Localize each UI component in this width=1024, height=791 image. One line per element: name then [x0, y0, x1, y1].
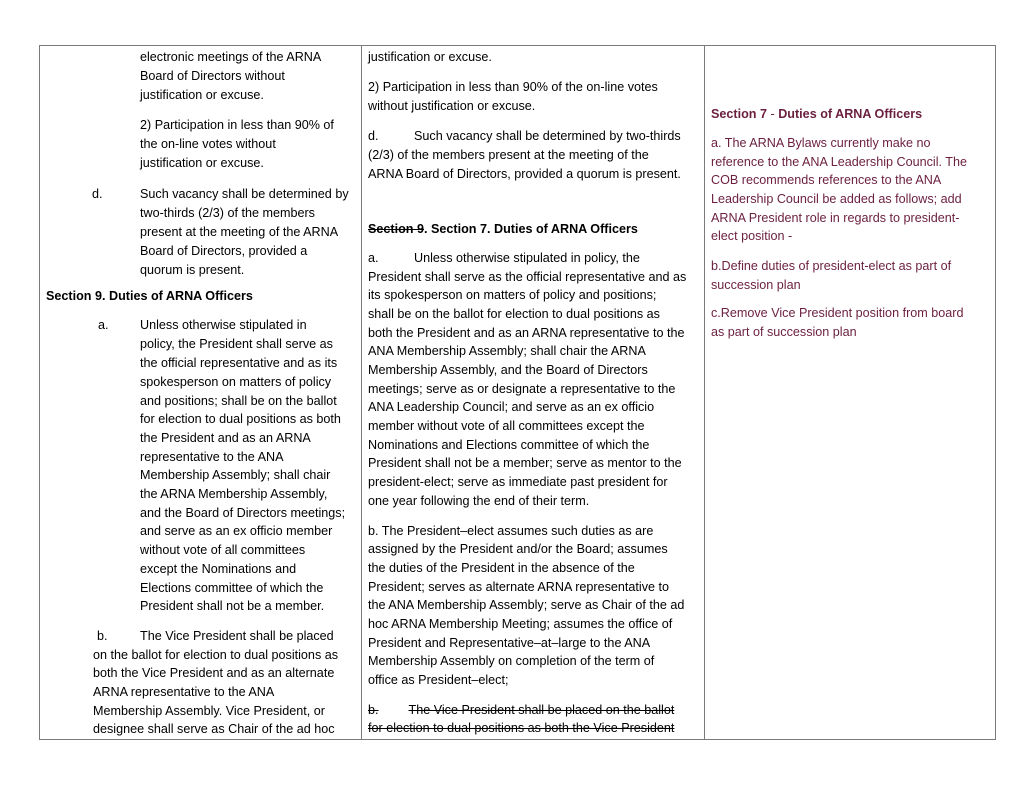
text-line: the ANA Membership Assembly; serve as Chair of the ad [368, 598, 685, 612]
text-line: 2) Participation in less than 90% of [140, 118, 334, 132]
text-line: a. The ARNA Bylaws currently make no [711, 136, 931, 150]
text-line: both the Vice President and as an alternate [93, 666, 335, 680]
text-line: Board of Directors, provided a [140, 244, 308, 258]
text-line: justification or excuse. [140, 156, 264, 170]
text-line: Elections committee of which the [140, 581, 324, 595]
list-marker: a. [368, 251, 379, 265]
new-section-title: . Section 7. Duties of ARNA Officers [424, 222, 638, 236]
text-line: justification or excuse. [368, 50, 492, 64]
text-line: President shall serve as the official representative and as [368, 270, 687, 284]
section-heading: Section 9. Duties of ARNA Officers [46, 289, 253, 303]
struck-text-line: b. The Vice President shall be placed on the ballot [368, 703, 675, 717]
text-line: Board of Directors without [140, 69, 285, 83]
text-line: without vote of all committees [140, 543, 306, 557]
text-line: shall be on the ballot for election to dual positions as [368, 307, 660, 321]
list-marker: a. [98, 318, 109, 332]
proposed-bylaws-column [362, 46, 705, 739]
text-line: Such vacancy shall be determined by [140, 187, 349, 201]
text-line: the official representative and as its [140, 356, 338, 370]
text-line: Such vacancy shall be determined by two-thirds [414, 129, 681, 143]
text-line: and positions; shall be on the ballot [140, 394, 337, 408]
text-line: electronic meetings of the ARNA [140, 50, 322, 64]
text-line: Unless otherwise stipulated in [140, 318, 307, 332]
text-line: b. The President–elect assumes such duties as are [368, 524, 654, 538]
text-line: and serve as an ex officio member [140, 524, 333, 538]
text-line: quorum is present. [140, 263, 245, 277]
text-line: as part of succession plan [711, 325, 857, 339]
text-line: its spokesperson on matters of policy and positions; [368, 288, 657, 302]
text-line: Unless otherwise stipulated in policy, the [414, 251, 640, 265]
text-line: assigned by the President and/or the Board; assumes [368, 542, 668, 556]
text-line: and the Board of Directors meetings; [140, 506, 346, 520]
text-line: Membership Assembly; shall chair [140, 468, 331, 482]
text-line: ARNA Board of Directors, provided a quorum is present. [368, 167, 681, 181]
text-line: meetings; serve as or designate a representative to the [368, 382, 676, 396]
text-line: ANA Leadership Council; and serve as an ex officio [368, 400, 655, 414]
text-line: Leadership Council be added as follows; add [711, 192, 962, 206]
text-line: except the Nominations and [140, 562, 297, 576]
text-line: member without vote of all committees except the [368, 419, 645, 433]
text-line: one year following the end of their term. [368, 494, 590, 508]
text-line: Membership Assembly on completion of the term of [368, 654, 655, 668]
text-line: on the ballot for election to dual positions as [93, 648, 339, 662]
text-line: for election to dual positions as both [140, 412, 341, 426]
text-line: the duties of the President in the absence of the [368, 561, 635, 575]
text-line: The Vice President shall be placed [140, 629, 334, 643]
text-line: COB recommends references to the ANA [711, 173, 942, 187]
text-line: both the President and as an ARNA representative to the [368, 326, 685, 340]
text-line: reference to the ANA Leadership Council. The [711, 155, 968, 169]
text-line: designee shall serve as Chair of the ad hoc [93, 722, 335, 736]
comments-column [705, 46, 996, 739]
text-line: without justification or excuse. [368, 99, 536, 113]
struck-text-line: for election to dual positions as both the Vice President [368, 721, 675, 735]
text-line: 2) Participation in less than 90% of the on-line votes [368, 80, 658, 94]
text-line: president-elect; serve as immediate past president for [368, 475, 668, 489]
text-line: justification or excuse. [140, 88, 264, 102]
text-line: President; serves as alternate ARNA representative to [368, 580, 670, 594]
text-line: representative to the ANA [140, 450, 284, 464]
list-marker: b. [368, 703, 379, 717]
list-marker: b. [97, 629, 108, 643]
text-line: elect position - [711, 229, 793, 243]
struck-section-number: Section 9 [368, 222, 424, 236]
text-line: the on-line votes without [140, 137, 276, 151]
text-line: ARNA President role in regards to president- [711, 211, 960, 225]
text-line: President and Representative–at–large to the ANA [368, 636, 651, 650]
text-line: succession plan [711, 278, 801, 292]
section-heading [368, 220, 638, 239]
text-line: (2/3) of the members present at the meeting of the [368, 148, 649, 162]
text-line: President shall not be a member. [140, 599, 325, 613]
comparison-table [39, 45, 996, 740]
text-line: present at the meeting of the ARNA [140, 225, 339, 239]
text-line: spokesperson on matters of policy [140, 375, 332, 389]
text-line: Membership Assembly. Vice President, or [93, 704, 325, 718]
text-line: the President and as an ARNA [140, 431, 311, 445]
comment-heading: Section 7 - Duties of ARNA Officers [711, 107, 923, 121]
text-line: two-thirds (2/3) of the members [140, 206, 315, 220]
text-line: Membership Assembly, and the Board of Directors [368, 363, 648, 377]
text-line: b.Define duties of president-elect as part of [711, 259, 952, 273]
list-marker: d. [368, 129, 379, 143]
text-line: c.Remove Vice President position from board [711, 306, 964, 320]
text-line: ANA Membership Assembly; shall chair the ARNA [368, 344, 646, 358]
text-line: office as President–elect; [368, 673, 509, 687]
current-bylaws-column [40, 46, 362, 739]
text-line: ARNA representative to the ANA [93, 685, 275, 699]
text-line: hoc ARNA Membership Meeting; assumes the office of [368, 617, 673, 631]
text-line: the ARNA Membership Assembly, [140, 487, 328, 501]
text-line: Nominations and Elections committee of which the [368, 438, 650, 452]
text-line: President shall not be a member; serve as mentor to the [368, 456, 682, 470]
list-marker: d. [92, 187, 103, 201]
text-line: policy, the President shall serve as [140, 337, 333, 351]
